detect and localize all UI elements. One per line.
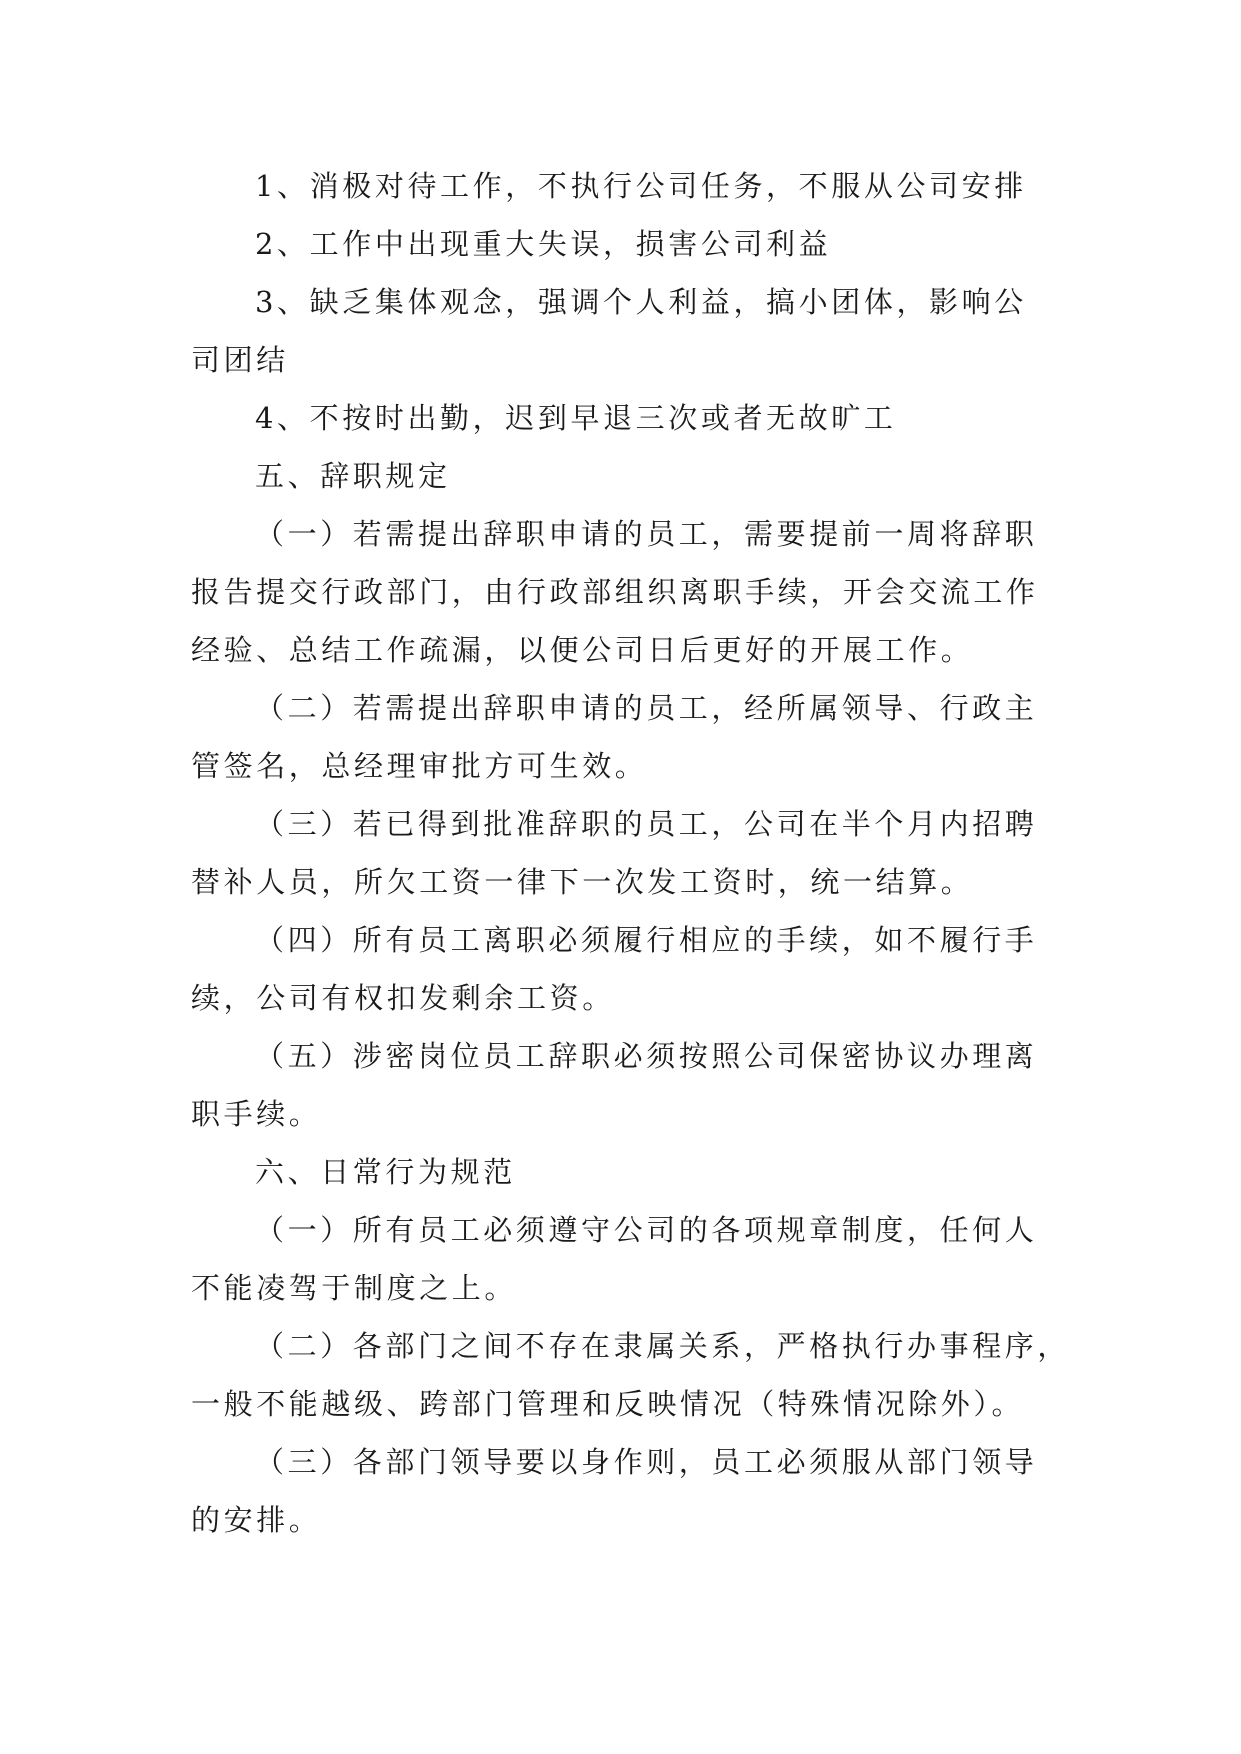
text-line: （二）若需提出辞职申请的员工，经所属领导、行政主 — [255, 691, 1038, 725]
text-line: 司团结 — [191, 343, 289, 377]
text-line: （一）所有员工必须遵守公司的各项规章制度，任何人 — [255, 1213, 1038, 1247]
text-line: （五）涉密岗位员工辞职必须按照公司保密协议办理离 — [255, 1039, 1038, 1073]
text-line: 续，公司有权扣发剩余工资。 — [191, 981, 615, 1015]
text-line: 报告提交行政部门，由行政部组织离职手续，开会交流工作 — [191, 575, 1039, 609]
text-line: 1、消极对待工作，不执行公司任务，不服从公司安排 — [255, 169, 1027, 203]
text-line: （三）若已得到批准辞职的员工，公司在半个月内招聘 — [255, 807, 1038, 841]
text-line: 4、不按时出勤，迟到早退三次或者无故旷工 — [255, 401, 897, 435]
text-line: 一般不能越级、跨部门管理和反映情况（特殊情况除外）。 — [191, 1387, 1025, 1421]
text-line: 职手续。 — [191, 1097, 322, 1131]
text-line: 不能凌驾于制度之上。 — [191, 1271, 518, 1305]
text-line: 替补人员，所欠工资一律下一次发工资时，统一结算。 — [191, 865, 974, 899]
text-line: 管签名，总经理审批方可生效。 — [191, 749, 648, 783]
section-heading: 六、日常行为规范 — [255, 1155, 516, 1189]
text-line: 2、工作中出现重大失误，损害公司利益 — [255, 227, 832, 261]
text-line: （四）所有员工离职必须履行相应的手续，如不履行手 — [255, 923, 1038, 957]
text-line: （一）若需提出辞职申请的员工，需要提前一周将辞职 — [255, 517, 1038, 551]
text-line: 经验、总结工作疏漏，以便公司日后更好的开展工作。 — [191, 633, 974, 667]
text-line: 3、缺乏集体观念，强调个人利益，搞小团体，影响公 — [255, 285, 1027, 319]
text-line: （二）各部门之间不存在隶属关系，严格执行办事程序， — [255, 1329, 1071, 1363]
section-heading: 五、辞职规定 — [255, 459, 451, 493]
text-line: 的安排。 — [191, 1503, 322, 1537]
text-line: （三）各部门领导要以身作则，员工必须服从部门领导 — [255, 1445, 1038, 1479]
